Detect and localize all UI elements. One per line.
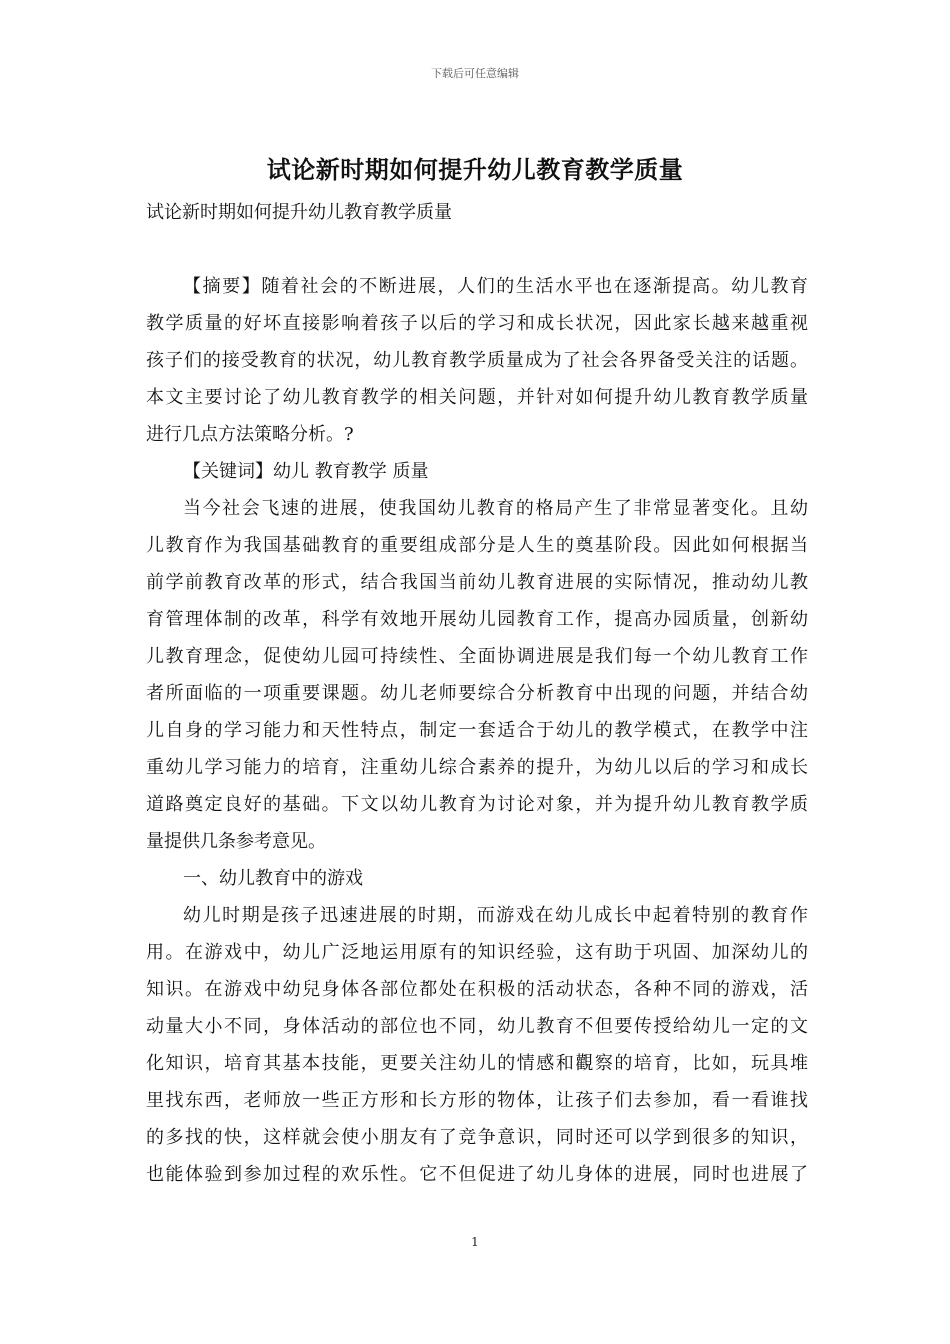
intro-line: 育管理体制的改革，科学有效地开展幼儿园教育工作，提高办园质量，创新幼 <box>146 609 808 630</box>
abstract-line: 进行几点方法策略分析。? <box>146 424 354 445</box>
intro-line: 儿教育作为我国基础教育的重要组成部分是人生的奠基阶段。因此如何根据当 <box>146 535 808 556</box>
section-line: 里找东西，老师放一些正方形和长方形的物体，让孩子们去参加，看一看谁找 <box>146 1090 808 1111</box>
intro-line: 者所面临的一项重要课题。幼儿老师要综合分析教育中出现的问题，并结合幼 <box>146 683 808 704</box>
document-subtitle: 试论新时期如何提升幼儿教育教学质量 <box>146 202 452 223</box>
intro-line: 道路奠定良好的基础。下文以幼儿教育为讨论对象，并为提升幼儿教育教学质 <box>146 794 808 815</box>
intro-line: 当今社会飞速的进展，使我国幼儿教育的格局产生了非常显著变化。且幼 <box>183 498 808 519</box>
keywords-line: 【关键词】幼儿 教育教学 质量 <box>183 461 429 482</box>
intro-line: 前学前教育改革的形式，结合我国当前幼儿教育进展的实际情况，推动幼儿教 <box>146 572 808 593</box>
abstract-line: 本文主要讨论了幼儿教育教学的相关问题，并针对如何提升幼儿教育教学质量 <box>146 387 808 408</box>
document-body <box>146 268 808 1193</box>
section-heading: 一、幼儿教育中的游戏 <box>183 868 363 889</box>
section-line: 用。在游戏中，幼儿广泛地运用原有的知识经验，这有助于巩固、加深幼儿的 <box>146 942 808 963</box>
page-header: 下载后可任意编辑 <box>431 67 519 80</box>
section-line: 动量大小不同，身体活动的部位也不同，幼儿教育不但要传授给幼儿一定的文 <box>146 1016 808 1037</box>
section-line: 的多找的快，这样就会使小朋友有了竞争意识，同时还可以学到很多的知识， <box>146 1127 808 1148</box>
section-line: 也能体验到参加过程的欢乐性。它不但促进了幼儿身体的进展，同时也进展了 <box>146 1164 808 1185</box>
page-number: 1 <box>471 1235 479 1249</box>
abstract-line: 【摘要】随着社会的不断进展，人们的生活水平也在逐渐提高。幼儿教育 <box>183 276 808 297</box>
intro-line: 重幼儿学习能力的培育，注重幼儿综合素养的提升，为幼儿以后的学习和成长 <box>146 757 808 778</box>
intro-line: 量提供几条参考意见。 <box>146 831 326 852</box>
intro-line: 儿自身的学习能力和天性特点，制定一套适合于幼儿的教学模式，在教学中注 <box>146 720 808 741</box>
section-line: 幼儿时期是孩子迅速进展的时期，而游戏在幼儿成长中起着特别的教育作 <box>183 905 808 926</box>
abstract-line: 孩子们的接受教育的状况，幼儿教育教学质量成为了社会各界备受关注的话题。 <box>146 350 808 371</box>
abstract-line: 教学质量的好坏直接影响着孩子以后的学习和成长状况，因此家长越来越重视 <box>146 313 808 334</box>
intro-line: 儿教育理念，促使幼儿园可持续性、全面协调进展是我们每一个幼儿教育工作 <box>146 646 808 667</box>
document-title: 试论新时期如何提升幼儿教育教学质量 <box>266 155 684 184</box>
section-line: 知识。在游戏中幼兒身体各部位都处在积极的活动状态，各种不同的游戏，活 <box>146 979 808 1000</box>
section-line: 化知识，培育其基本技能，更要关注幼儿的情感和觀察的培育，比如，玩具堆 <box>146 1053 808 1074</box>
